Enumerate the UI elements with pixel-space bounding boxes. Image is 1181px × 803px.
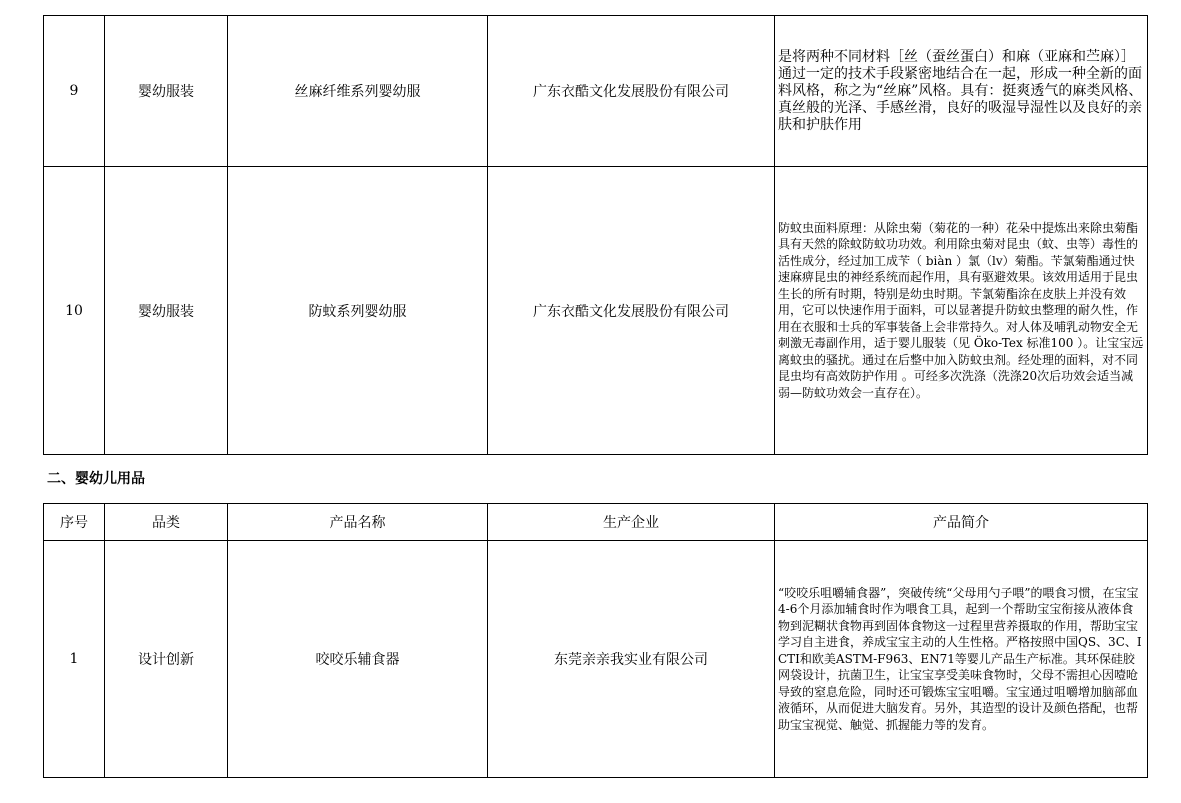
header-company: 生产企业 — [488, 504, 775, 541]
header-number: 序号 — [44, 504, 105, 541]
table-row — [44, 16, 1148, 167]
product-table-baby-goods — [43, 503, 1148, 778]
row-category: 设计创新 — [105, 541, 228, 778]
row-product-name: 丝麻纤维系列婴幼服 — [228, 16, 488, 167]
row-company: 广东衣酷文化发展股份有限公司 — [488, 16, 775, 167]
row-category: 婴幼服装 — [105, 167, 228, 455]
row-number: 9 — [44, 16, 105, 167]
table-row — [44, 541, 1148, 778]
header-product-name: 产品名称 — [228, 504, 488, 541]
header-category: 品类 — [105, 504, 228, 541]
row-intro: 是将两种不同材料［丝（蚕丝蛋白）和麻（亚麻和苎麻）］通过一定的技术手段紧密地结合在一起，形成一种全新的面料风格，称之为“丝麻”风格。具有：挺爽透气的麻类风格、真丝般的光泽、手感丝滑，良好的吸湿导湿性以及良好的亲肤和护肤作用 — [775, 16, 1148, 167]
header-intro: 产品简介 — [775, 504, 1148, 541]
row-intro: 防蚊虫面料原理：从除虫菊（菊花的一种）花朵中提炼出来除虫菊酯具有天然的除蚊防蚊功功效。利用除虫菊对昆虫（蚊、虫等）毒性的活性成分，经过加工成苄（ biàn ）氯（lv）菊酯。苄氯菊酯通过快速麻痹昆虫的神经系统而起作用，具有驱避效果。该效用适用于昆虫生长的所有时期，特别是幼虫时期。苄氯菊酯涂在皮肤上并没有效用，它可以快速作用于面料，可以显著提升防蚊虫整理的耐久性，作用在衣服和士兵的军事装备上会非常持久。对人体及哺乳动物安全无刺激无毒副作用，适于婴儿服装（见 Öko-Tex 标准100 ）。让宝宝远离蚊虫的骚扰。通过在后整中加入防蚊虫剂。经处理的面料，对不同昆虫均有高效防护作用 。可经多次洗涤（洗涤20次后功效会适当减弱—防蚊功效会一直存在）。 — [775, 167, 1148, 455]
row-product-name: 防蚊系列婴幼服 — [228, 167, 488, 455]
row-number: 1 — [44, 541, 105, 778]
row-product-name: 咬咬乐辅食器 — [228, 541, 488, 778]
row-number: 10 — [44, 167, 105, 455]
row-category: 婴幼服装 — [105, 16, 228, 167]
table-header-row — [44, 504, 1148, 541]
table-row — [44, 167, 1148, 455]
section-title: 二、婴幼儿用品 — [47, 471, 145, 487]
row-company: 广东衣酷文化发展股份有限公司 — [488, 167, 775, 455]
product-table-apparel — [43, 15, 1148, 455]
row-company: 东莞亲亲我实业有限公司 — [488, 541, 775, 778]
row-intro: “咬咬乐咀嚼辅食器”，突破传统“父母用勺子喂”的喂食习惯，在宝宝4-6个月添加辅食时作为喂食工具，起到一个帮助宝宝衔接从液体食物到泥糊状食物再到固体食物这一过程里营养摄取的作用，帮助宝宝学习自主进食，养成宝宝主动的人生性格。严格按照中国QS、3C、ICTI和欧美ASTM-F963、EN71等婴儿产品生产标准。其环保硅胶网袋设计，抗菌卫生，让宝宝享受美味食物时，父母不需担心因噎呛导致的窒息危险，同时还可锻炼宝宝咀嚼。宝宝通过咀嚼增加脑部血液循环，从而促进大脑发育。另外，其造型的设计及颜色搭配，也帮助宝宝视觉、触觉、抓握能力等的发育。 — [775, 541, 1148, 778]
